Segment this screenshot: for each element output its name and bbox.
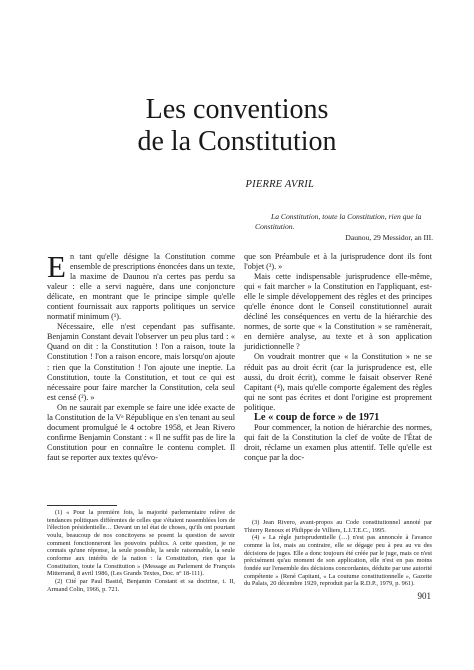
footnote: (2) Cité par Paul Bastid, Benjamin Constant et sa doctrine, t. II, Armand Colin, 1966, p. 721.	[47, 577, 235, 593]
paragraph: Mais cette indispensable jurisprudence elle-même, qui « fait marcher » la Constitution en l'appliquant, est-elle le simple développement des règles et des principes qu'elle énonce dont le Conseil constitutionnel aurait décliné les conséquences en vertu de la hiérarchie des normes, de sorte que « la Constitution » se ramènerait, en dernière analyse, au texte et à son application juridictionnelle ?	[244, 272, 432, 352]
right-column	[244, 252, 432, 463]
footnote-rule	[47, 505, 117, 506]
paragraph: Pour commencer, la notion de hiérarchie des normes, qui fait de la Constitution la clef de voûte de l'État de droit, réclame un examen plus attentif. Telle qu'elle est conçue par la doc-	[244, 422, 432, 462]
author-name: PIERRE AVRIL	[245, 179, 314, 190]
paragraph: que son Préambule et à la jurisprudence dont ils font l'objet (³). »	[244, 252, 432, 272]
epigraph-quote: La Constitution, toute la Constitution, rien que la Constitution.	[255, 212, 422, 231]
paragraph-text: n tant qu'elle désigne la Constitution comme ensemble de prescriptions énoncées dans un texte, la maxime de Daunou n'a certes pas perdu sa valeur : elle a servi naguère, dans une conjoncture délicate, en montrant que le principe simple qu'elle contient fournissait aux rapports politiques un service normatif minimum (¹).	[47, 252, 235, 322]
footnote: (4) « La règle jurisprudentielle (…) n'est pas annoncée à l'avance comme la loi, mais au contraire, elle se dégage peu à peu au vu des décisions de juges. Elle a donc toujours été créée par le juge, mais ce n'est précisément qu'au moment de son application, elle n'est en pas moins fondée sur l'ensemble des décisions concordantes, déduite par une autorité compétente » (René Capitant, « La coutume constitutionnelle », Gazette du Palais, 20 décembre 1929, reproduit par la R.D.P., 1979, p. 961).	[244, 534, 432, 588]
footnote: (1) « Pour la première fois, la majorité parlementaire relève de tendances politiques différentes de celles que s'étaient rassemblées lors de l'élection présidentielle… Devant un tel état de choses, qu'ils ont pourtant voulu, beaucoup de nos concitoyens se posent la question de savoir comment fonctionneront les pouvoirs publics. A cette question, je ne connais qu'une réponse, la seule possible, la seule raisonnable, la seule conforme aux intérêts de la nation : la Constitution, rien que la Constitution, toute la Constitution » (Message au Parlement de François Mitterrand, 8 avril 1986, (Les Grands Textes, Doc. nº 18-111).	[47, 509, 235, 578]
footnotes-left	[47, 509, 235, 593]
epigraph	[255, 212, 433, 243]
paragraph: On ne saurait par exemple se faire une idée exacte de la Constitution de la Vᵉ République en s'en tenant au seul document promulgué le 4 octobre 1958, et Jean Rivero confirme Benjamin Constant : « Il ne suffit pas de lire la Constitution pour en connaître le contenu complet. Il faut se reporter aux textes qu'évo-	[47, 402, 235, 462]
footnotes-right	[244, 519, 432, 588]
epigraph-source: Daunou, 29 Messidor, an III.	[345, 233, 433, 243]
paragraph	[47, 249, 235, 322]
paragraph: Nécessaire, elle n'est cependant pas suffisante. Benjamin Constant devait l'observer un peu plus tard : « Quand on dit : la Constitution ! l'on a raison, toute la Constitution ! l'on a raison encore, mais lorsqu'on ajoute : rien que la Constitution ! l'on ajoute une ineptie. La Constitution, toute la Constitution, et tout ce qui est nécessaire pour faire marcher la Constitution, cela seul est censé (²). »	[47, 322, 235, 402]
article-title-line-1: Les conventions	[145, 94, 329, 125]
drop-cap: E	[47, 249, 66, 284]
article-title-line-2: de la Constitution	[137, 126, 337, 157]
left-column	[47, 249, 235, 463]
section-heading: Le « coup de force » de 1971	[254, 411, 380, 423]
page-number: 901	[417, 591, 431, 601]
footnote: (3) Jean Rivero, avant-propos au Code constitutionnel annoté par Thierry Renoux et Philippe de Villiers, L.I.T.E.C., 1995.	[244, 519, 432, 534]
paragraph: On voudrait montrer que « la Constitution » ne se réduit pas au droit écrit (car la jurisprudence est, elle aussi, du droit écrit), comme le faisait observer René Capitant (⁴), mais qu'elle comporte également des règles qui ne sont pas écrites et dont l'origine est proprement politique.	[244, 352, 432, 412]
